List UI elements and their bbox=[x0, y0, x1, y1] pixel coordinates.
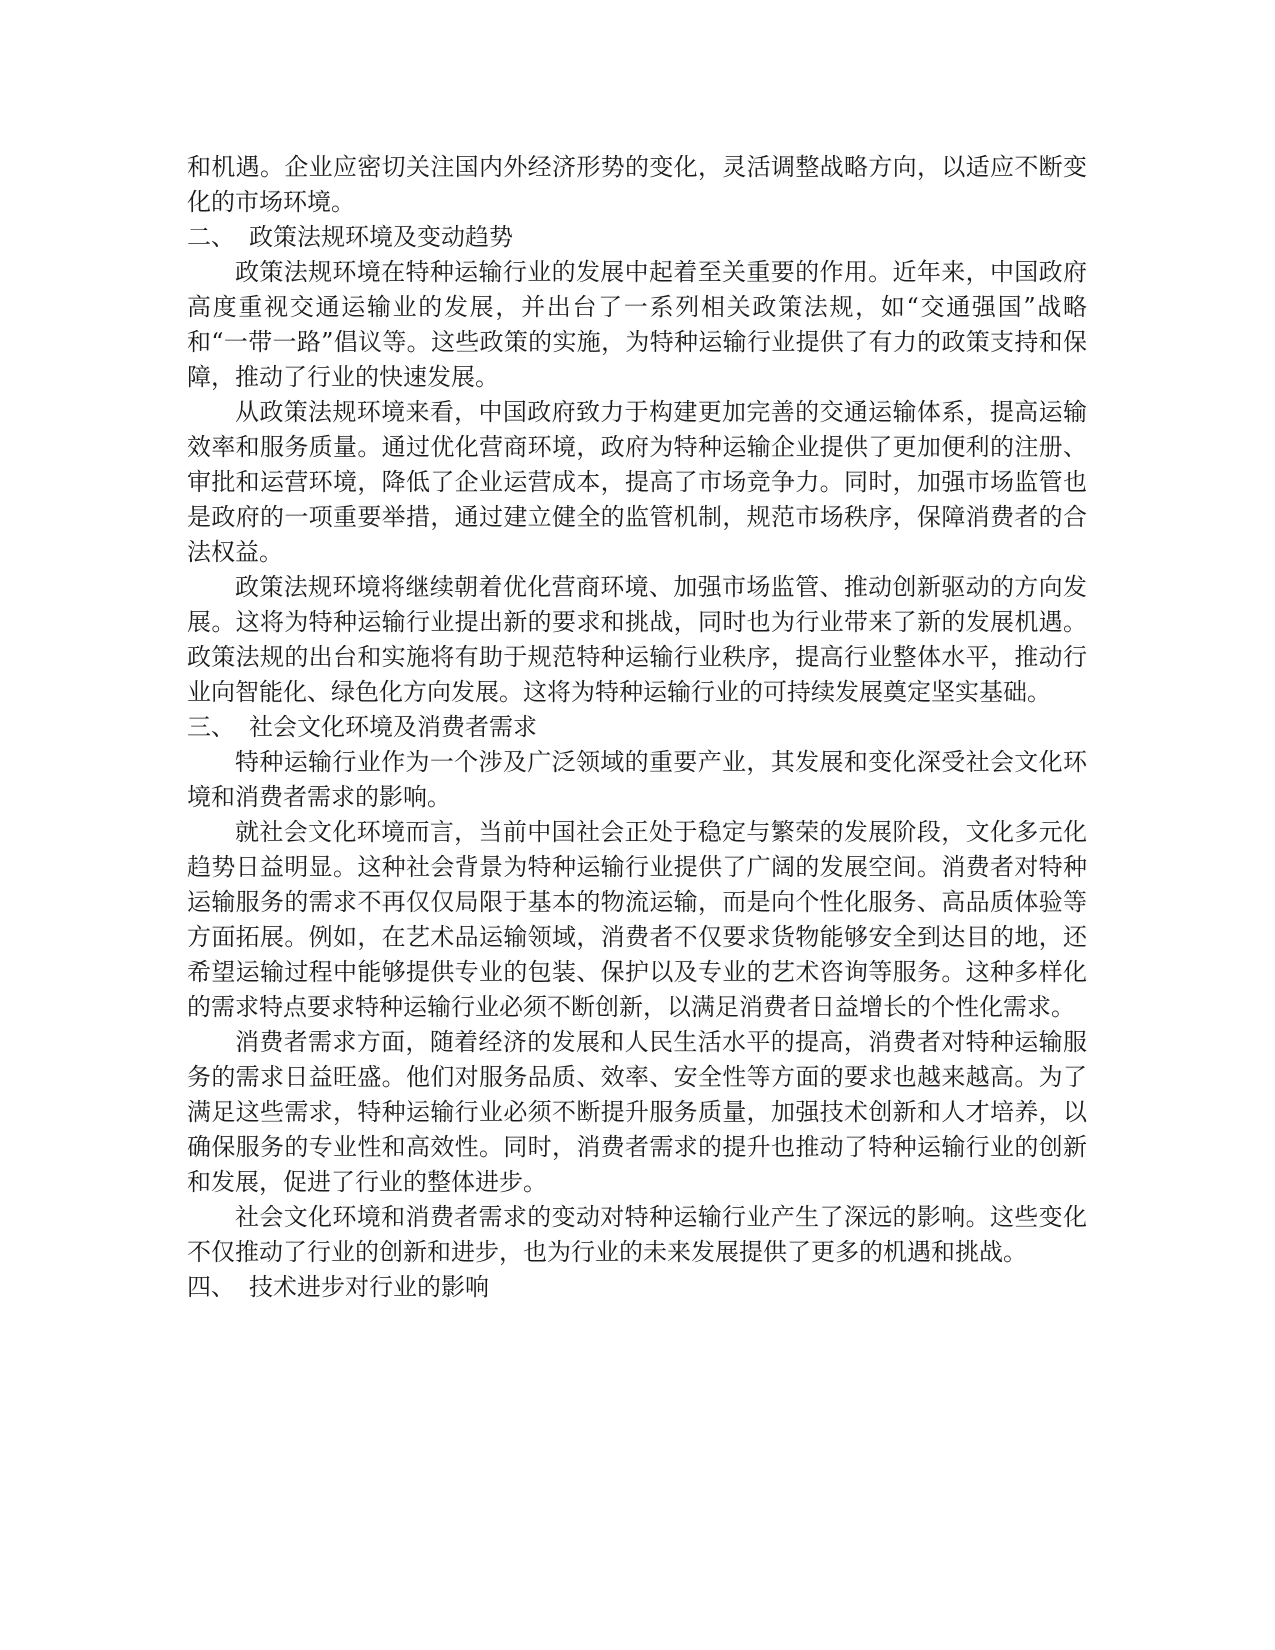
section-title: 技术进步对行业的影响 bbox=[249, 1273, 489, 1301]
body-paragraph: 政策法规环境将继续朝着优化营商环境、加强市场监管、推动创新驱动的方向发展。这将为特种运输行业提出新的要求和挑战，同时也为行业带来了新的发展机遇。政策法规的出台和实施将有助于规范特种运输行业秩序，提高行业整体水平，推动行业向智能化、绿色化方向发展。这将为特种运输行业的可持续发展奠定坚实基础。 bbox=[187, 573, 1087, 706]
body-paragraph: 社会文化环境和消费者需求的变动对特种运输行业产生了深远的影响。这些变化不仅推动了行业的创新和进步，也为行业的未来发展提供了更多的机遇和挑战。 bbox=[187, 1203, 1087, 1266]
body-paragraph: 政策法规环境在特种运输行业的发展中起着至关重要的作用。近年来，中国政府高度重视交通运输业的发展，并出台了一系列相关政策法规，如“交通强国”战略和“一带一路”倡议等。这些政策的实施，为特种运输行业提供了有力的政策支持和保障，推动了行业的快速发展。 bbox=[187, 258, 1087, 391]
section-heading-2 bbox=[187, 220, 1087, 255]
section-heading-3 bbox=[187, 710, 1087, 745]
section-number: 二、 bbox=[187, 223, 235, 251]
body-paragraph: 就社会文化环境而言，当前中国社会正处于稳定与繁荣的发展阶段，文化多元化趋势日益明显。这种社会背景为特种运输行业提供了广阔的发展空间。消费者对特种运输服务的需求不再仅仅局限于基本的物流运输，而是向个性化服务、高品质体验等方面拓展。例如，在艺术品运输领域，消费者不仅要求货物能够安全到达目的地，还希望运输过程中能够提供专业的包装、保护以及专业的艺术咨询等服务。这种多样化的需求特点要求特种运输行业必须不断创新，以满足消费者日益增长的个性化需求。 bbox=[187, 818, 1087, 1021]
section-title: 社会文化环境及消费者需求 bbox=[249, 713, 537, 741]
section-number: 四、 bbox=[187, 1273, 235, 1301]
body-paragraph: 特种运输行业作为一个涉及广泛领域的重要产业，其发展和变化深受社会文化环境和消费者需求的影响。 bbox=[187, 748, 1087, 811]
section-heading-4 bbox=[187, 1270, 1087, 1305]
body-paragraph: 消费者需求方面，随着经济的发展和人民生活水平的提高，消费者对特种运输服务的需求日益旺盛。他们对服务品质、效率、安全性等方面的要求也越来越高。为了满足这些需求，特种运输行业必须不断提升服务质量，加强技术创新和人才培养，以确保服务的专业性和高效性。同时，消费者需求的提升也推动了特种运输行业的创新和发展，促进了行业的整体进步。 bbox=[187, 1028, 1087, 1196]
section-title: 政策法规环境及变动趋势 bbox=[249, 223, 513, 251]
section-number: 三、 bbox=[187, 713, 235, 741]
body-paragraph: 从政策法规环境来看，中国政府致力于构建更加完善的交通运输体系，提高运输效率和服务质量。通过优化营商环境，政府为特种运输企业提供了更加便利的注册、审批和运营环境，降低了企业运营成本，提高了市场竞争力。同时，加强市场监管也是政府的一项重要举措，通过建立健全的监管机制，规范市场秩序，保障消费者的合法权益。 bbox=[187, 398, 1087, 566]
continuation-paragraph: 和机遇。企业应密切关注国内外经济形势的变化，灵活调整战略方向，以适应不断变化的市场环境。 bbox=[187, 153, 1087, 216]
document-body bbox=[187, 150, 1087, 1305]
